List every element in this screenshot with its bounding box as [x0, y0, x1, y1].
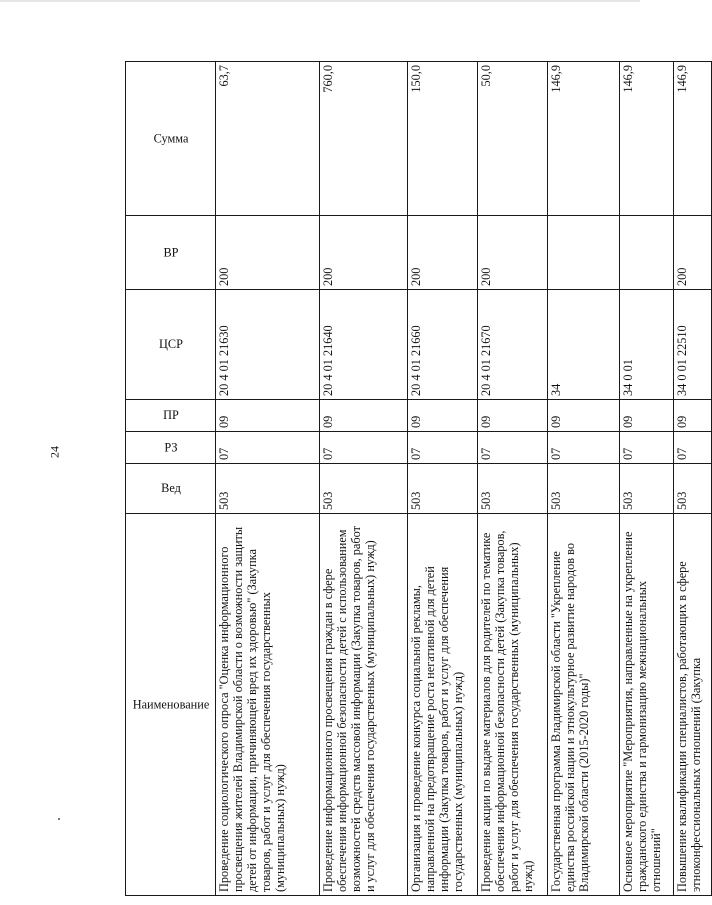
cell-sum: 146,9	[620, 62, 674, 216]
cell-vr: 200	[478, 216, 548, 290]
cell-rz: 07	[408, 432, 478, 464]
header-pr: ПР	[126, 400, 216, 432]
cell-rz: 07	[674, 432, 712, 464]
cell-vr	[620, 216, 674, 290]
cell-vr: 200	[216, 216, 320, 290]
table-row	[548, 62, 620, 896]
header-name: Наименование	[126, 514, 216, 896]
cell-csr: 34 0 01	[620, 290, 674, 400]
header-vr: ВР	[126, 216, 216, 290]
cell-rz: 07	[478, 432, 548, 464]
table-row	[216, 62, 320, 896]
scan-edge	[0, 0, 640, 2]
header-rz: РЗ	[126, 432, 216, 464]
cell-vr	[548, 216, 620, 290]
cell-name: Проведение социологического опроса "Оценка информационного просвещения жителей Владимирской области о возможности защиты детей от информации, причиняющей вред их здоровью" (Закупка товаров, работ и услуг для обеспечения государственных (муниципальных) нужд)	[216, 514, 320, 896]
cell-ved: 503	[408, 464, 478, 514]
page-number: 24	[47, 446, 62, 458]
rotated-table-container	[125, 62, 703, 896]
table-row	[620, 62, 674, 896]
cell-name: Организация и проведение конкурса социальной рекламы, направленной на предотвращение роста негативной для детей информации (Закупка товаров, работ и услуг для обеспечения государственных (муниципальных) нужд)	[408, 514, 478, 896]
cell-csr: 20 4 01 21660	[408, 290, 478, 400]
cell-ved: 503	[620, 464, 674, 514]
header-ved: Вед	[126, 464, 216, 514]
cell-csr: 20 4 01 21640	[320, 290, 408, 400]
cell-rz: 07	[620, 432, 674, 464]
cell-ved: 503	[320, 464, 408, 514]
cell-vr: 200	[674, 216, 712, 290]
cell-rz: 07	[216, 432, 320, 464]
cell-vr: 200	[320, 216, 408, 290]
cell-name: Проведение информационного просвещения граждан в сфере обеспечения информационной безопасности детей с использованием возможностей средств массовой информации (Закупка товаров, работ и услуг для обеспечения государственных (муниципальных) нужд)	[320, 514, 408, 896]
header-csr: ЦСР	[126, 290, 216, 400]
cell-ved: 503	[478, 464, 548, 514]
cell-name: Проведение акции по выдаче материалов для родителей по тематике обеспечения информационной безопасности детей (Закупка товаров, работ и услуг для обеспечения государственных (муниципальных) нужд)	[478, 514, 548, 896]
cell-name: Повышение квалификации специалистов, работающих в сфере этноконфессиональных отношений (Закупка	[674, 514, 712, 896]
cell-sum: 150,0	[408, 62, 478, 216]
table-row	[408, 62, 478, 896]
cell-vr: 200	[408, 216, 478, 290]
cell-ved: 503	[216, 464, 320, 514]
budget-table	[125, 61, 712, 896]
cell-rz: 07	[320, 432, 408, 464]
cell-name: Государственная программа Владимирской области "Укрепление единства российской нации и этнокультурное развитие народов во Владимирской области (2015-2020 годы)"	[548, 514, 620, 896]
cell-sum: 146,9	[674, 62, 712, 216]
table-row	[478, 62, 548, 896]
cell-ved: 503	[674, 464, 712, 514]
cell-csr: 34	[548, 290, 620, 400]
table-row	[674, 62, 712, 896]
cell-pr: 09	[620, 400, 674, 432]
cell-csr: 20 4 01 21670	[478, 290, 548, 400]
cell-pr: 09	[408, 400, 478, 432]
cell-sum: 63,7	[216, 62, 320, 216]
cell-csr: 34 0 01 22510	[674, 290, 712, 400]
cell-ved: 503	[548, 464, 620, 514]
cell-pr: 09	[216, 400, 320, 432]
table-header-row	[126, 62, 216, 896]
cell-pr: 09	[320, 400, 408, 432]
cell-pr: 09	[548, 400, 620, 432]
cell-sum: 50,0	[478, 62, 548, 216]
table-row	[320, 62, 408, 896]
cell-name: Основное мероприятие "Мероприятия, направленные на укрепление гражданского единства и гармонизацию межнациональных отношений"	[620, 514, 674, 896]
cell-sum: 146,9	[548, 62, 620, 216]
scan-speck	[58, 818, 60, 820]
cell-sum: 760,0	[320, 62, 408, 216]
cell-pr: 09	[674, 400, 712, 432]
cell-csr: 20 4 01 21630	[216, 290, 320, 400]
header-sum: Сумма	[126, 62, 216, 216]
cell-pr: 09	[478, 400, 548, 432]
cell-rz: 07	[548, 432, 620, 464]
